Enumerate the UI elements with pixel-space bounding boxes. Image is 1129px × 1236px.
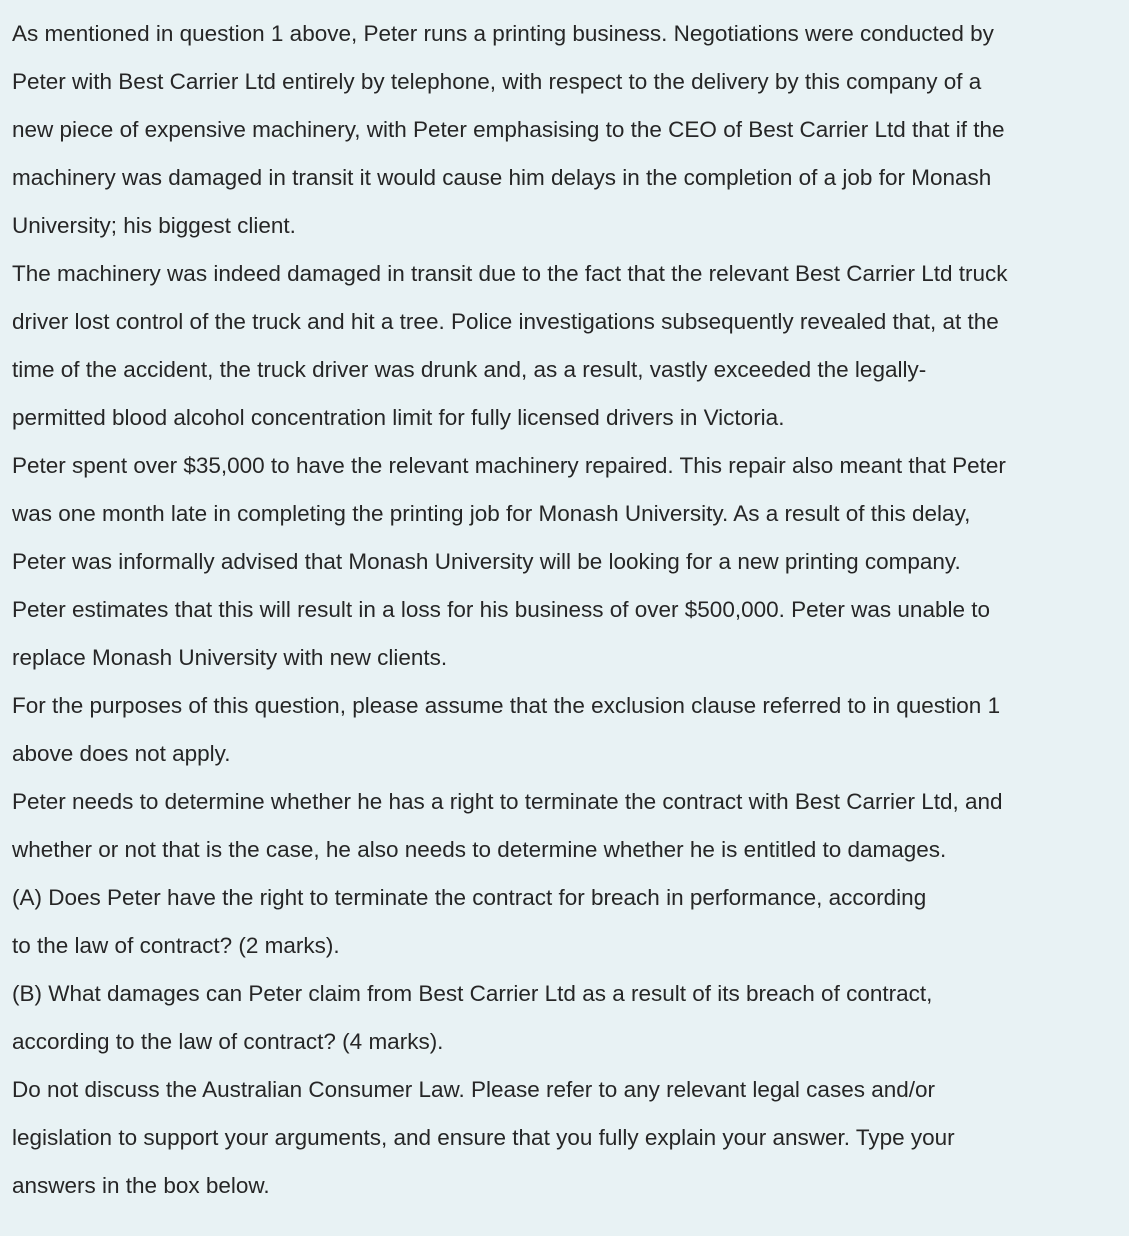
paragraph-task (12, 778, 1129, 874)
text-line: new piece of expensive machinery, with Peter emphasising to the CEO of Best Carrier Ltd that if the (12, 117, 1005, 142)
paragraph-losses (12, 442, 1129, 682)
paragraph-instructions (12, 1066, 1129, 1210)
text-line: Peter estimates that this will result in a loss for his business of over $500,000. Peter was unable to (12, 597, 991, 622)
question-part-b (12, 970, 1129, 1066)
text-line: replace Monash University with new clients. (12, 645, 448, 670)
text-line: (B) What damages can Peter claim from Best Carrier Ltd as a result of its breach of contract, (12, 981, 933, 1006)
paragraph-assumption (12, 682, 1129, 778)
text-line: above does not apply. (12, 741, 231, 766)
text-line: according to the law of contract? (4 marks). (12, 1029, 444, 1054)
text-line: legislation to support your arguments, and ensure that you fully explain your answer. Type your (12, 1125, 955, 1150)
paragraph-accident (12, 250, 1129, 442)
text-line: whether or not that is the case, he also needs to determine whether he is entitled to damages. (12, 837, 947, 862)
text-line: machinery was damaged in transit it would cause him delays in the completion of a job for Monash (12, 165, 992, 190)
text-line: University; his biggest client. (12, 213, 296, 238)
text-line: Peter needs to determine whether he has a right to terminate the contract with Best Carrier Ltd, and (12, 789, 1003, 814)
text-line: permitted blood alcohol concentration limit for fully licensed drivers in Victoria. (12, 405, 785, 430)
text-line: For the purposes of this question, please assume that the exclusion clause referred to in question 1 (12, 693, 1001, 718)
text-line: The machinery was indeed damaged in transit due to the fact that the relevant Best Carrier Ltd truck (12, 261, 1008, 286)
question-part-a (12, 874, 1129, 970)
text-line: Peter was informally advised that Monash University will be looking for a new printing company. (12, 549, 961, 574)
text-line: Do not discuss the Australian Consumer Law. Please refer to any relevant legal cases and/or (12, 1077, 936, 1102)
text-line: As mentioned in question 1 above, Peter runs a printing business. Negotiations were conducted by (12, 21, 994, 46)
text-line: answers in the box below. (12, 1173, 270, 1198)
text-line: Peter spent over $35,000 to have the relevant machinery repaired. This repair also meant that Peter (12, 453, 1006, 478)
text-line: Peter with Best Carrier Ltd entirely by telephone, with respect to the delivery by this company of a (12, 69, 982, 94)
text-line: to the law of contract? (2 marks). (12, 933, 340, 958)
paragraph-scenario-intro (12, 10, 1129, 250)
text-line: was one month late in completing the printing job for Monash University. As a result of this delay, (12, 501, 971, 526)
text-line: (A) Does Peter have the right to terminate the contract for breach in performance, according (12, 885, 927, 910)
text-line: time of the accident, the truck driver was drunk and, as a result, vastly exceeded the legally- (12, 357, 927, 382)
text-line: driver lost control of the truck and hit a tree. Police investigations subsequently revealed that, at the (12, 309, 999, 334)
